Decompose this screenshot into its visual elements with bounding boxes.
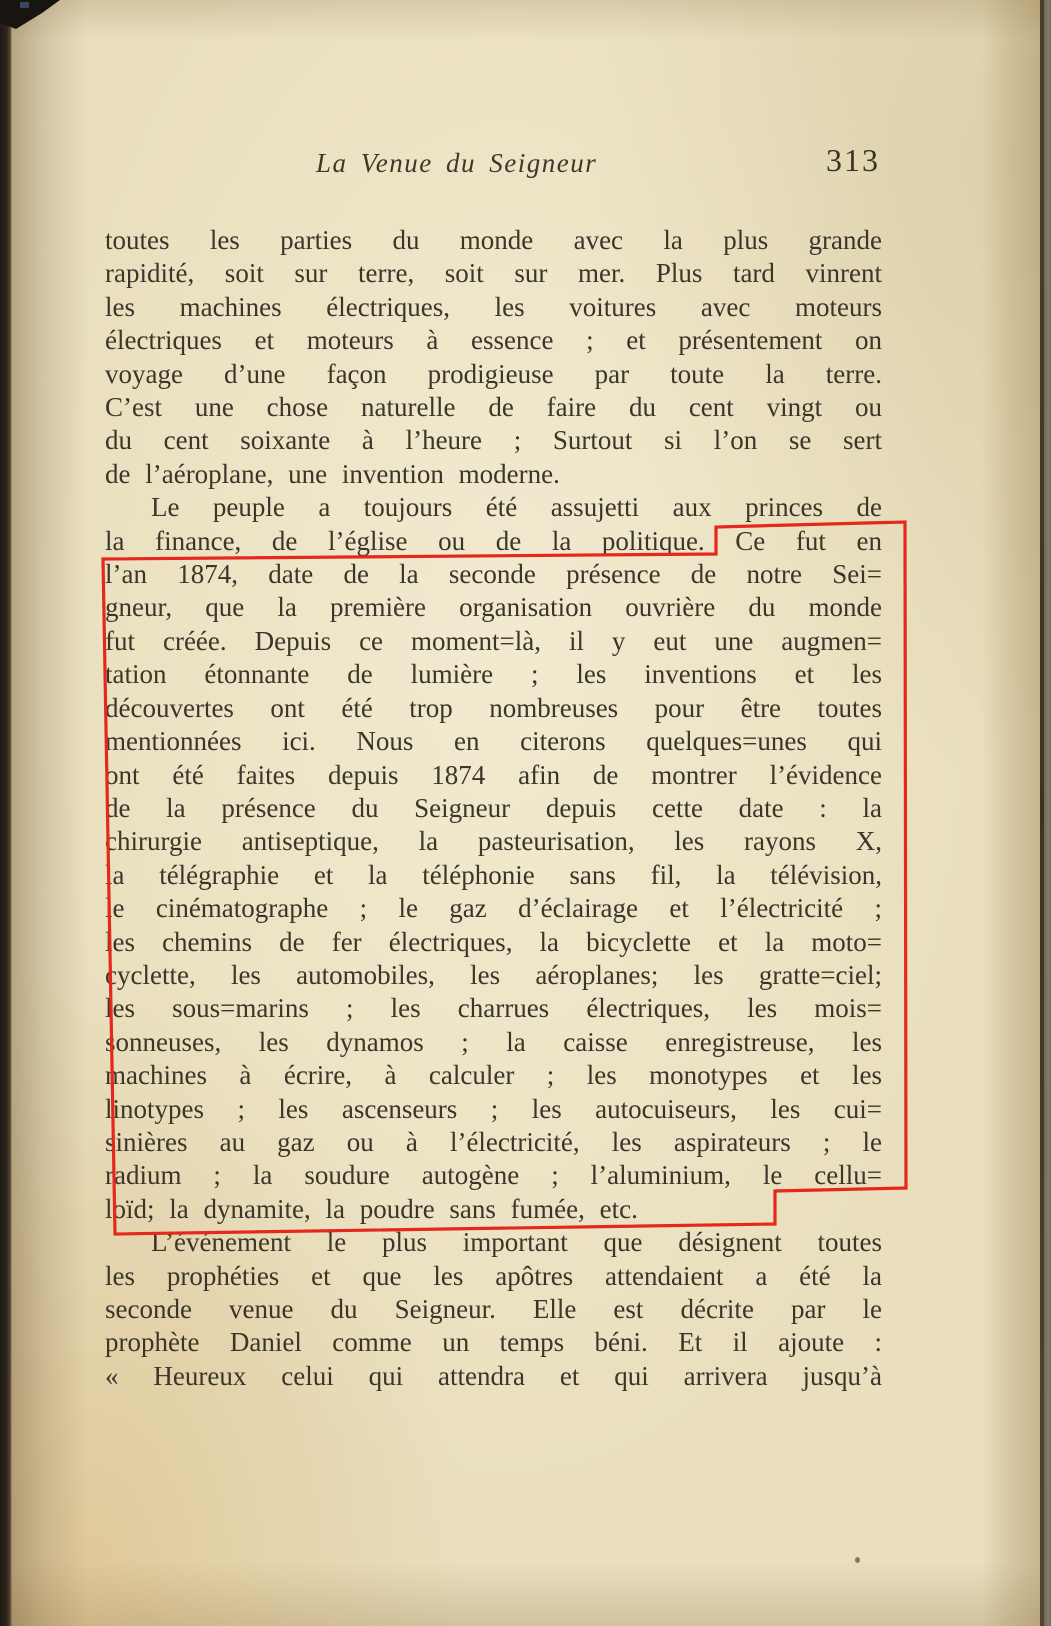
- text-line: seconde venue du Seigneur. Elle est décrite par le: [105, 1294, 882, 1324]
- text-line: les prophéties et que les apôtres attendaient a été la: [105, 1260, 882, 1291]
- page-curve-shadow: [10, 0, 88, 1626]
- text-line: voyage d’une façon prodigieuse par toute la terre.: [105, 358, 882, 389]
- text-line: gneur, que la première organisation ouvrière du monde: [105, 592, 882, 623]
- text-line: de l’aéroplane, une invention moderne.: [105, 458, 560, 489]
- binding-shadow: [0, 0, 12, 1626]
- text-line: C’est une chose naturelle de faire du cent vingt ou: [105, 392, 882, 423]
- text-line: Le peuple a toujours été assujetti aux princes de: [151, 492, 882, 523]
- text-line: mentionnées ici. Nous en citerons quelques=unes qui: [105, 726, 882, 757]
- text-line: la télégraphie et la téléphonie sans fil, la télévision,: [105, 859, 882, 890]
- text-line: chirurgie antiseptique, la pasteurisation, les rayons X,: [105, 826, 882, 857]
- text-line: fut créée. Depuis ce moment=là, il y eut une augmen=: [105, 625, 882, 656]
- running-title: La Venue du Seigneur: [316, 148, 598, 178]
- text-line: radium ; la soudure autogène ; l’aluminium, le cellu=: [105, 1160, 882, 1191]
- text-line: les machines électriques, les voitures avec moteurs: [105, 291, 882, 322]
- text-line: loïd; la dynamite, la poudre sans fumée, etc.: [105, 1193, 638, 1224]
- text-line: découvertes ont été trop nombreuses pour être toutes: [105, 692, 882, 723]
- text-line: électriques et moteurs à essence ; et présentement on: [105, 325, 882, 356]
- page-number: 313: [826, 142, 880, 178]
- text-line: sonneuses, les dynamos ; la caisse enregistreuse, les: [105, 1026, 882, 1057]
- text-line: les sous=marins ; les charrues électriques, les mois=: [105, 993, 882, 1024]
- text-line: du cent soixante à l’heure ; Surtout si l’on se sert: [105, 425, 882, 456]
- text-line: le cinématographe ; le gaz d’éclairage et l’électricité ;: [105, 893, 882, 924]
- next-page-edge: [1044, 0, 1051, 1626]
- text-line: machines à écrire, à calculer ; les monotypes et les: [105, 1060, 882, 1091]
- text-line: ont été faites depuis 1874 afin de montrer l’évidence: [105, 759, 882, 790]
- text-line: cyclette, les automobiles, les aéroplanes; les gratte=ciel;: [105, 959, 882, 990]
- paper-speck: [855, 1557, 860, 1563]
- page-edge-right: [981, 0, 1043, 1626]
- text-line: sinières au gaz ou à l’électricité, les aspirateurs ; le: [105, 1126, 882, 1157]
- text-line: « Heureux celui qui attendra et qui arrivera jusqu’à: [105, 1360, 882, 1391]
- corner-mark: [0, 0, 70, 36]
- text-line: les chemins de fer électriques, la bicyclette et la moto=: [105, 926, 882, 957]
- text-line: toutes les parties du monde avec la plus grande: [105, 225, 882, 255]
- text-line: la finance, de l’église ou de la politique. Ce fut en: [105, 525, 882, 556]
- text-line: rapidité, soit sur terre, soit sur mer. Plus tard vinrent: [105, 258, 882, 289]
- text-line: l’an 1874, date de la seconde présence de notre Sei=: [105, 559, 882, 590]
- body-text: [105, 224, 882, 1393]
- text-line: de la présence du Seigneur depuis cette date : la: [105, 792, 882, 823]
- text-line: prophète Daniel comme un temps béni. Et il ajoute :: [105, 1327, 882, 1358]
- text-line: L’événement le plus important que désignent toutes: [151, 1227, 882, 1258]
- text-line: linotypes ; les ascenseurs ; les autocuiseurs, les cui=: [105, 1093, 882, 1124]
- text-line: tation étonnante de lumière ; les inventions et les: [105, 659, 882, 690]
